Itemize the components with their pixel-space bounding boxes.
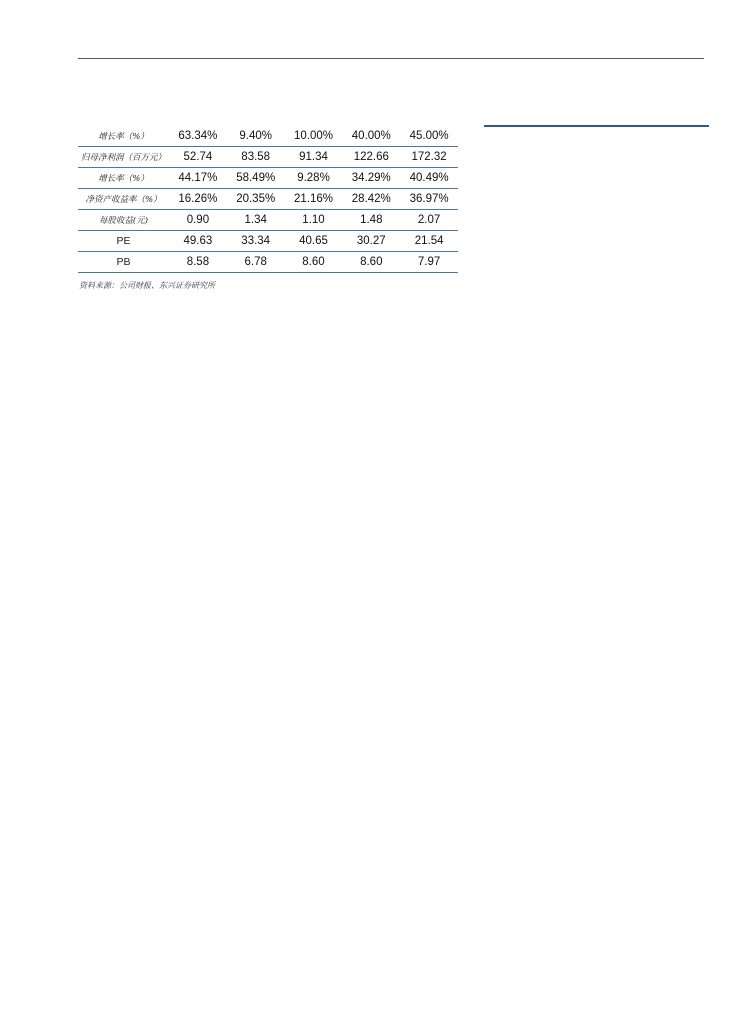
table-row — [78, 147, 458, 168]
row-label: 净资产收益率（%） — [78, 189, 169, 210]
table-cell: 9.28% — [285, 168, 343, 189]
table-row — [78, 252, 458, 273]
table-cell: 21.54 — [400, 231, 458, 252]
table-cell: 8.60 — [285, 252, 343, 273]
row-label: 归母净利润（百万元） — [78, 147, 169, 168]
table-cell: 122.66 — [342, 147, 400, 168]
table-cell: 1.34 — [227, 210, 285, 231]
table-cell: 1.48 — [342, 210, 400, 231]
table-cell: 6.78 — [227, 252, 285, 273]
table-row — [78, 126, 458, 147]
table-row — [78, 168, 458, 189]
header-rule — [78, 58, 704, 59]
table-cell: 40.49% — [400, 168, 458, 189]
table-cell: 83.58 — [227, 147, 285, 168]
table-cell: 36.97% — [400, 189, 458, 210]
table-cell: 49.63 — [169, 231, 227, 252]
table-cell: 10.00% — [285, 126, 343, 147]
table-cell: 20.35% — [227, 189, 285, 210]
row-label: 增长率（%） — [78, 168, 169, 189]
table-cell: 40.00% — [342, 126, 400, 147]
financial-forecast-table — [78, 126, 458, 273]
table-cell: 58.49% — [227, 168, 285, 189]
row-label: 增长率（%） — [78, 126, 169, 147]
table-cell: 44.17% — [169, 168, 227, 189]
sidebar-rule — [484, 125, 709, 127]
table-cell: 52.74 — [169, 147, 227, 168]
row-label: 每股收益(元) — [78, 210, 169, 231]
table-cell: 33.34 — [227, 231, 285, 252]
table-cell: 30.27 — [342, 231, 400, 252]
table-cell: 28.42% — [342, 189, 400, 210]
table-cell: 40.65 — [285, 231, 343, 252]
table-cell: 2.07 — [400, 210, 458, 231]
table-cell: 0.90 — [169, 210, 227, 231]
table-cell: 172.32 — [400, 147, 458, 168]
table-row — [78, 189, 458, 210]
table-cell: 45.00% — [400, 126, 458, 147]
table-cell: 9.40% — [227, 126, 285, 147]
row-label: PB — [78, 252, 169, 273]
table-cell: 1.10 — [285, 210, 343, 231]
table-cell: 7.97 — [400, 252, 458, 273]
table-cell: 91.34 — [285, 147, 343, 168]
table-cell: 8.60 — [342, 252, 400, 273]
table-cell: 8.58 — [169, 252, 227, 273]
table-cell: 16.26% — [169, 189, 227, 210]
row-label: PE — [78, 231, 169, 252]
table-cell: 63.34% — [169, 126, 227, 147]
table-cell: 21.16% — [285, 189, 343, 210]
table-row — [78, 210, 458, 231]
source-note: 资料来源：公司财报、东兴证券研究所 — [79, 281, 215, 290]
table-cell: 34.29% — [342, 168, 400, 189]
table-row — [78, 231, 458, 252]
